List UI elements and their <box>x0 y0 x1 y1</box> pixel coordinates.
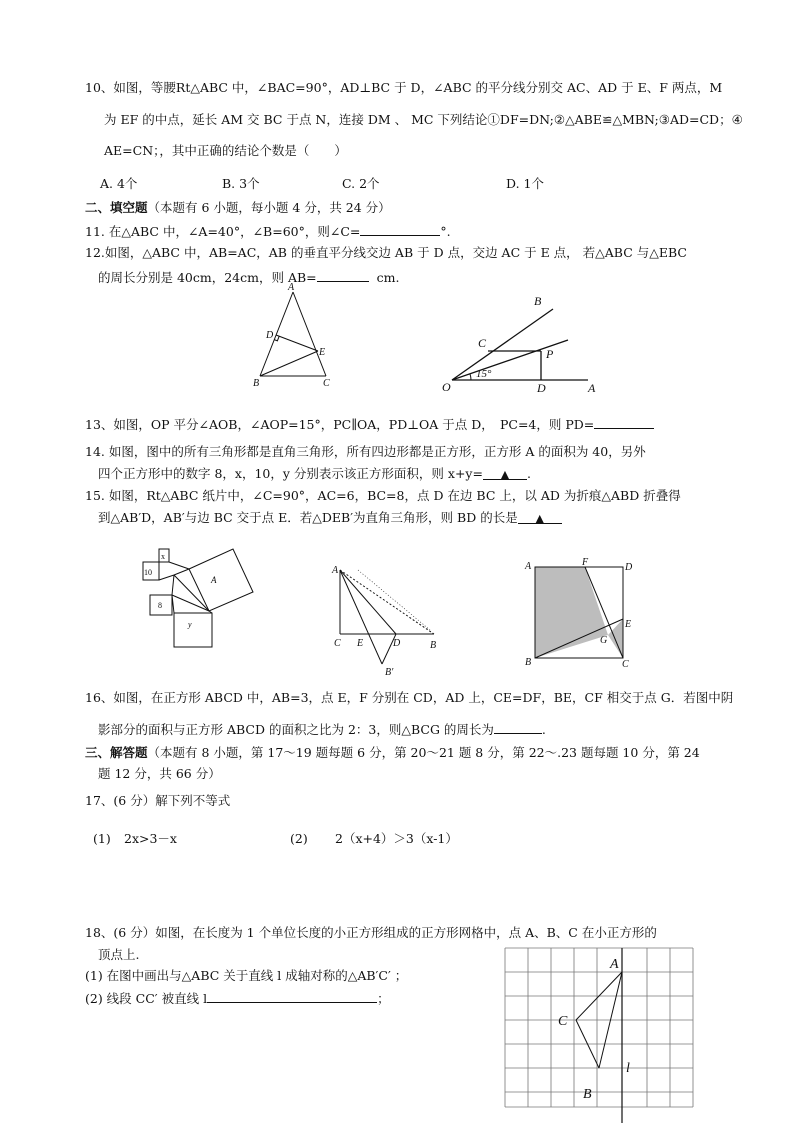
q12-text: 的周长分别是 40cm，24cm，则 AB= <box>98 270 317 285</box>
q16-label-b: B <box>525 657 532 668</box>
q15-label-e: E <box>357 638 364 649</box>
q13-label-d: D <box>537 381 546 395</box>
q18-part1: (1) 在图中画出与△ABC 关于直线 l 成轴对称的△AB′C′ ； <box>85 968 408 983</box>
q16-label-e: E <box>625 619 632 630</box>
q10-line2: 为 EF 的中点，延长 AM 交 BC 于点 N，连接 DM 、 MC 下列结论①DF=DN;②△ABE≌△MBN;③AD=CD；④ <box>104 112 743 127</box>
q17-part1-label: (1) <box>93 831 111 846</box>
q12-perp-bisector-de <box>276 335 318 351</box>
q14-answer-blank[interactable] <box>483 466 527 480</box>
q15-fold-figure <box>330 560 445 685</box>
q14-line1: 14. 如图，图中的所有三角形都是直角三角形，所有四边形都是正方形，正方形 A 的面积为 40，另外 <box>85 444 646 459</box>
q15-label-c: C <box>334 638 341 649</box>
q18-grid-figure <box>500 945 700 1123</box>
q14-triangle-mark: ▲ <box>500 468 510 481</box>
q14-link-5 <box>172 595 209 611</box>
q12-line2 <box>98 268 399 286</box>
q12-suffix: cm. <box>376 270 400 285</box>
q10-line1: 10、如图，等腰Rt△ABC 中，∠BAC=90°，AD⊥BC 于 D，∠ABC 的平分线分别交 AC、AD 于 E、F 两点，M <box>85 80 723 95</box>
q16-square-figure <box>520 557 640 672</box>
q14-label-10: 10 <box>144 568 152 577</box>
q16-label-a: A <box>525 561 532 572</box>
q16-text: 影部分的面积与正方形 ABCD 的面积之比为 2：3，则△BCG 的周长为 <box>98 722 494 737</box>
q12-label-d: D <box>266 330 274 341</box>
q18-label-b: B <box>583 1087 592 1102</box>
q14-squares-figure <box>136 545 266 650</box>
q13-label-a: A <box>588 381 596 395</box>
q12-triangle-figure <box>250 284 340 394</box>
q16-suffix: . <box>541 722 546 737</box>
q15-label-d: D <box>393 638 401 649</box>
q16-line1: 16、如图，在正方形 ABCD 中，AB=3，点 E，F 分别在 CD，AD 上，CE=DF，BE，CF 相交于点 G．若图中阴 <box>85 690 734 705</box>
q18-answer-blank[interactable] <box>207 989 377 1003</box>
q18-label-a: A <box>610 957 619 972</box>
q12-line1: 12.如图，△ABC 中，AB=AC，AB 的垂直平分线交边 AB 于 D 点，交边 AC 于 E 点， 若△ABC 与△EBC <box>85 245 687 260</box>
q14-link-6 <box>174 569 189 575</box>
section2-heading: 二、填空题 <box>85 200 148 215</box>
q13 <box>85 415 654 433</box>
q10-line3: AE=CN；，其中正确的结论个数是（ ） <box>104 143 347 158</box>
q11-text: 11. 在△ABC 中，∠A=40°，∠B=60°，则∠C= <box>85 224 361 239</box>
q12-label-a: A <box>288 282 295 293</box>
q14-link-3 <box>169 562 189 569</box>
q13-angle-figure <box>440 292 605 397</box>
q18-label-c: C <box>558 1014 568 1029</box>
q13-label-p: P <box>546 347 554 361</box>
q11-suffix: °. <box>440 224 451 239</box>
q15-label-a: A <box>332 565 339 576</box>
q15-line2 <box>98 510 562 526</box>
section3-note-line2: 题 12 分，共 66 分） <box>98 766 221 781</box>
q18-part2-line <box>85 989 390 1007</box>
q13-label-b: B <box>534 294 542 308</box>
q15-label-b-prime: B′ <box>385 667 394 678</box>
q18-label-l: l <box>626 1061 630 1076</box>
q13-label-o: O <box>442 380 451 394</box>
q15-line1: 15. 如图，Rt△ABC 纸片中，∠C=90°，AC=6，BC=8，点 D 在边 BC 上，以 AD 为折痕△ABD 折叠得 <box>85 488 681 503</box>
q16-label-d: D <box>625 562 633 573</box>
q14-suffix: . <box>526 466 531 481</box>
q17-part1: 2x>3－x <box>124 831 177 846</box>
q14-label-a: A <box>211 575 217 585</box>
q14-text: 四个正方形中的数字 8，x，10，y 分别表示该正方形面积，则 x+y= <box>98 466 483 481</box>
q15-label-b: B <box>430 640 437 651</box>
q14-square-y <box>174 613 212 647</box>
q16-label-g: G <box>600 635 608 646</box>
q16-label-f: F <box>582 557 589 568</box>
q14-square-a <box>189 549 253 611</box>
q18-grid-lines <box>505 948 693 1107</box>
section3-heading: 三、解答题 <box>85 745 148 760</box>
q18-part2-suffix: ； <box>377 991 390 1006</box>
q14-label-y: y <box>188 620 192 629</box>
q17-title: 17、(6 分）解下列不等式 <box>85 793 231 808</box>
q16-answer-blank[interactable] <box>494 720 542 734</box>
q11-answer-blank[interactable] <box>360 222 440 236</box>
q15-text: 到△AB′D，AB′与边 BC 交于点 E．若△DEB′为直角三角形，则 BD 的长是 <box>98 510 518 525</box>
q14-link-7 <box>172 575 174 595</box>
q16-shaded-quadrilateral <box>535 567 608 658</box>
q12-label-b: B <box>253 378 260 389</box>
q16-label-c: C <box>622 659 629 670</box>
section3-note: （本题有 8 小题，第 17～19 题每题 6 分，第 20～21 题 8 分，第 22～.23 题每题 10 分，第 24 <box>147 745 700 760</box>
q10-option-b: B. 3个 <box>222 176 260 191</box>
q12-label-c: C <box>323 378 330 389</box>
q14-line2 <box>98 466 531 482</box>
q12-label-e: E <box>319 347 326 358</box>
q13-angle-arc <box>470 374 471 380</box>
q12-side-ac <box>293 292 326 376</box>
section2-title <box>85 200 391 216</box>
q15-answer-blank[interactable] <box>518 510 562 524</box>
q13-angle-label: 15° <box>476 368 492 380</box>
q14-label-x: x <box>161 552 165 561</box>
q15-triangle-mark: ▲ <box>535 512 544 525</box>
section2-note: （本题有 6 小题，每小题 4 分，共 24 分） <box>147 200 391 215</box>
q10-option-a: A. 4个 <box>100 176 138 191</box>
q16-line2 <box>98 720 546 738</box>
q13-label-c: C <box>478 336 487 350</box>
q13-text: 13、如图，OP 平分∠AOB，∠AOP=15°，PC∥OA，PD⊥OA 于点 D， PC=4，则 PD= <box>85 417 595 432</box>
q18-part2: (2) 线段 CC′ 被直线 l <box>85 991 208 1006</box>
q18-line1: 18、(6 分）如图，在长度为 1 个单位长度的小正方形组成的正方形网格中，点 A、B、C 在小正方形的 <box>85 925 657 940</box>
q10-option-d: D. 1个 <box>506 176 544 191</box>
q10-option-c: C. 2个 <box>342 176 380 191</box>
q13-answer-blank[interactable] <box>594 415 654 429</box>
q17-part2: 2（x+4）＞3（x-1） <box>335 831 458 846</box>
q11 <box>85 222 451 240</box>
q13-ray-ob <box>452 309 553 380</box>
q14-label-8: 8 <box>158 601 162 610</box>
q15-faint-line <box>358 570 430 630</box>
q18-line2: 顶点上. <box>98 947 140 962</box>
q12-answer-blank[interactable] <box>317 268 369 282</box>
q14-link-2 <box>159 575 174 580</box>
q14-link-8 <box>174 575 209 611</box>
section3-title <box>85 745 700 761</box>
q17-part2-label: (2) <box>290 831 308 846</box>
